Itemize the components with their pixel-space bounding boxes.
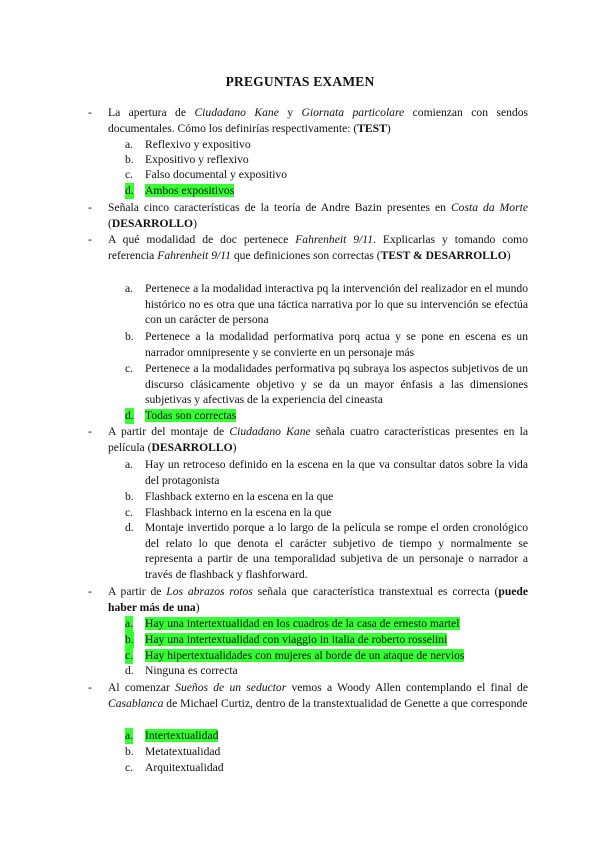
question-text: vemos a Woody Allen contemplando el final de — [286, 681, 528, 694]
bullet-dash: - — [88, 233, 92, 246]
answer-option — [125, 167, 528, 183]
answer-text: Montaje invertido porque a lo largo de la película se rompe el orden cronológico del relato lo que denota el carácter subjetivo de tiempo y normalmente se representa a partir de una temporalidad subjetiva de un personaje o narrador a través de flashback y flashforward. — [145, 521, 528, 581]
question-5 — [88, 584, 529, 615]
answer-option — [125, 489, 528, 505]
answer-label: b. — [125, 633, 134, 646]
bullet-dash: - — [88, 585, 92, 598]
answer-text-highlighted: Hay una intertextualidad en los cuadros de la casa de ernesto martel — [145, 617, 460, 630]
answer-text: Arquitextualidad — [145, 761, 224, 774]
question-text: A qué modalidad de doc pertenece — [108, 233, 296, 246]
film-title: Fahrenheit 9/11 — [157, 248, 231, 262]
film-title: Los abrazos rotos — [166, 585, 253, 598]
answer-label: b. — [125, 490, 134, 503]
question-type: puede haber más de una — [108, 585, 529, 614]
page-title: PREGUNTAS EXAMEN — [225, 74, 375, 89]
bullet-dash: - — [88, 106, 92, 119]
answer-text: Reflexivo y expositivo — [145, 138, 251, 151]
question-4 — [88, 424, 528, 455]
answer-option-correct — [125, 183, 528, 199]
question-type: DESARROLLO — [111, 216, 194, 230]
answer-option — [125, 744, 528, 760]
answer-option — [125, 329, 528, 360]
answer-label: d. — [125, 184, 134, 197]
bullet-dash: - — [88, 681, 92, 694]
question-text: señala que característica transtextual es correcta ( — [252, 585, 499, 598]
answer-option-correct — [125, 616, 528, 632]
answer-option — [125, 361, 528, 408]
question-text: . Explicarlas y tomando como referencia — [108, 233, 528, 262]
bullet-dash: - — [88, 201, 92, 214]
answer-option — [125, 152, 528, 168]
question-type: DESARROLLO — [151, 440, 233, 454]
answer-label: c. — [125, 168, 134, 181]
answer-text-highlighted: Hay una intertextualidad con viaggio in italia de roberto rosselini — [145, 633, 448, 646]
question-1 — [88, 105, 529, 136]
answer-label: d. — [125, 521, 134, 534]
answer-label: c. — [125, 761, 134, 774]
question-text: comienzan con sendos documentales. Cómo los definirías respectivamente: ( — [108, 106, 529, 135]
question-text: ) — [386, 121, 391, 135]
answer-text: Flashback interno en la escena en la que — [145, 506, 332, 519]
answer-option-correct — [125, 632, 528, 648]
film-title: Ciudadano Kane — [229, 425, 311, 438]
film-title: Casablanca — [108, 696, 164, 710]
answer-text: Pertenece a la modalidades performativa pq subraya los aspectos subjetivos de un discurso clásicamente objetivo y se da un mayor énfasis a las dimensiones subjetivas y afectivas de la experiencia del cineasta — [145, 362, 528, 406]
answer-label: a. — [125, 617, 134, 630]
question-text: A partir del montaje de — [108, 425, 230, 438]
answer-text: Metatextualidad — [145, 745, 221, 758]
question-text: ( — [108, 216, 112, 230]
question-text: ) — [195, 600, 200, 614]
question-type: TEST & DESARROLLO — [380, 248, 507, 262]
answer-text-highlighted: Todas son correctas — [145, 409, 237, 422]
question-text: señala cuatro características presentes en la película ( — [108, 425, 528, 454]
answer-option-correct — [125, 728, 528, 744]
question-3 — [88, 232, 528, 263]
film-title: Ciudadano Kane — [194, 106, 279, 119]
answer-option — [125, 760, 528, 776]
answer-text: Pertenece a la modalidad performativa porq actua y se pone en escena es un narrador omnipresente y se convierte en un personaje más — [145, 330, 528, 359]
question-type: TEST — [357, 121, 387, 135]
answer-option — [125, 520, 528, 582]
answer-label: b. — [125, 330, 134, 343]
answer-text-highlighted: Ambos expositivos — [145, 184, 235, 197]
question-text: A partir de — [108, 585, 167, 598]
answer-label: c. — [125, 649, 134, 662]
film-title: Costa da Morte — [450, 201, 528, 214]
film-title: Giornata particolare — [301, 106, 405, 119]
question-text: Señala cinco características de la teoría de Andre Bazin presentes en — [108, 201, 451, 214]
question-6 — [88, 680, 528, 711]
answer-option — [125, 457, 528, 488]
answer-label: a. — [125, 138, 134, 151]
answer-label: b. — [125, 745, 134, 758]
answer-text-highlighted: Intertextualidad — [145, 729, 219, 742]
question-text: que definiciones son correctas ( — [230, 248, 381, 262]
film-title: Sueños de un seductor — [175, 681, 287, 694]
question-text: La apertura de — [108, 106, 195, 119]
question-text: de Michael Curtiz, dentro de la transtextualidad de Genette a que corresponde — [163, 696, 528, 710]
bullet-dash: - — [88, 425, 92, 438]
question-2 — [88, 200, 528, 231]
answer-label: c. — [125, 506, 134, 519]
film-title: Fahrenheit 9/11 — [295, 233, 374, 246]
answer-option-correct — [125, 408, 528, 424]
answer-text-highlighted: Hay hipertextualidades con mujeres al borde de un ataque de nervios — [145, 649, 465, 662]
question-text: ) — [506, 248, 511, 262]
answer-option — [125, 663, 528, 679]
question-text: y — [278, 106, 302, 119]
answer-text: Ninguna es correcta — [145, 664, 238, 677]
answer-label: c. — [125, 362, 134, 375]
answer-text: Flashback externo en la escena en la que — [145, 490, 334, 503]
answer-text: Falso documental y expositivo — [145, 168, 288, 181]
answer-label: a. — [125, 729, 134, 742]
answer-label: d. — [125, 409, 134, 422]
answer-label: a. — [125, 458, 134, 471]
answer-option — [125, 137, 528, 153]
answer-option — [125, 505, 528, 521]
question-text: ) — [232, 440, 237, 454]
answer-text: Pertenece a la modalidad interactiva pq la intervención del realizador en el mundo histórico no es otra que una táctica narrativa por lo que su intervención se efectúa con un carácter de persona — [145, 282, 528, 326]
question-text: Al comenzar — [108, 681, 176, 694]
answer-label: b. — [125, 153, 134, 166]
answer-label: a. — [125, 282, 134, 295]
question-text: ) — [193, 216, 197, 230]
answer-text: Expositivo y reflexivo — [145, 153, 249, 166]
answer-option-correct — [125, 648, 528, 664]
answer-text: Hay un retroceso definido en la escena en la que va consultar datos sobre la vida del protagonista — [145, 458, 528, 487]
answer-label: d. — [125, 664, 134, 677]
answer-option — [125, 281, 528, 328]
